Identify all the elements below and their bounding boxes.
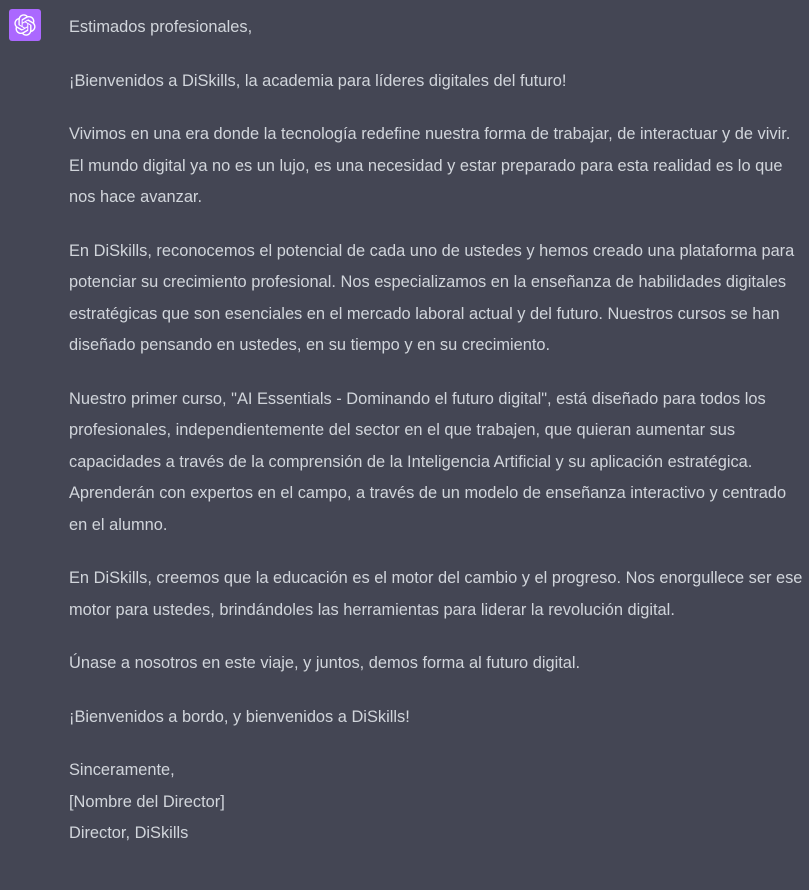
paragraph-welcome-aboard: ¡Bienvenidos a bordo, y bienvenidos a DiSkills!	[69, 707, 410, 726]
openai-logo-icon	[14, 14, 36, 36]
message-content	[69, 12, 805, 850]
greeting: Estimados profesionales,	[69, 18, 253, 36]
signer-name: [Nombre del Director]	[69, 792, 225, 811]
paragraph-first-course: Nuestro primer curso, "AI Essentials - Dominando el futuro digital", está diseñado para todos los profesionales, independientemente del sector en el que trabajen, que quieran aumentar sus capacidades a través de la comprensión de la Inteligencia Artificial y su aplicación estratégica. Aprenderán con expertos en el campo, a través de un modelo de enseñanza interactivo y centrado en el alumno.	[69, 389, 787, 534]
signer-title: Director, DiSkills	[69, 824, 189, 842]
signoff: Sinceramente,	[69, 761, 175, 779]
paragraph-join: Únase a nosotros en este viaje, y juntos, demos forma al futuro digital.	[69, 654, 581, 672]
assistant-avatar	[9, 9, 41, 41]
signature	[69, 755, 805, 850]
paragraph-education: En DiSkills, creemos que la educación es el motor del cambio y el progreso. Nos enorgullece ser ese motor para ustedes, brindándoles las herramientas para liderar la revolución digital.	[69, 569, 803, 619]
paragraph-era: Vivimos en una era donde la tecnología redefine nuestra forma de trabajar, de interactuar y de vivir. El mundo digital ya no es un lujo, es una necesidad y estar preparado para esta realidad es lo que nos hace avanzar.	[69, 125, 791, 206]
paragraph-welcome: ¡Bienvenidos a DiSkills, la academia para líderes digitales del futuro!	[69, 71, 567, 90]
paragraph-platform: En DiSkills, reconocemos el potencial de cada uno de ustedes y hemos creado una plataforma para potenciar su crecimiento profesional. Nos especializamos en la enseñanza de habilidades digitales estratégicas que son esenciales en el mercado laboral actual y del futuro. Nuestros cursos se han diseñado pensando en ustedes, en su tiempo y en su crecimiento.	[69, 241, 795, 354]
